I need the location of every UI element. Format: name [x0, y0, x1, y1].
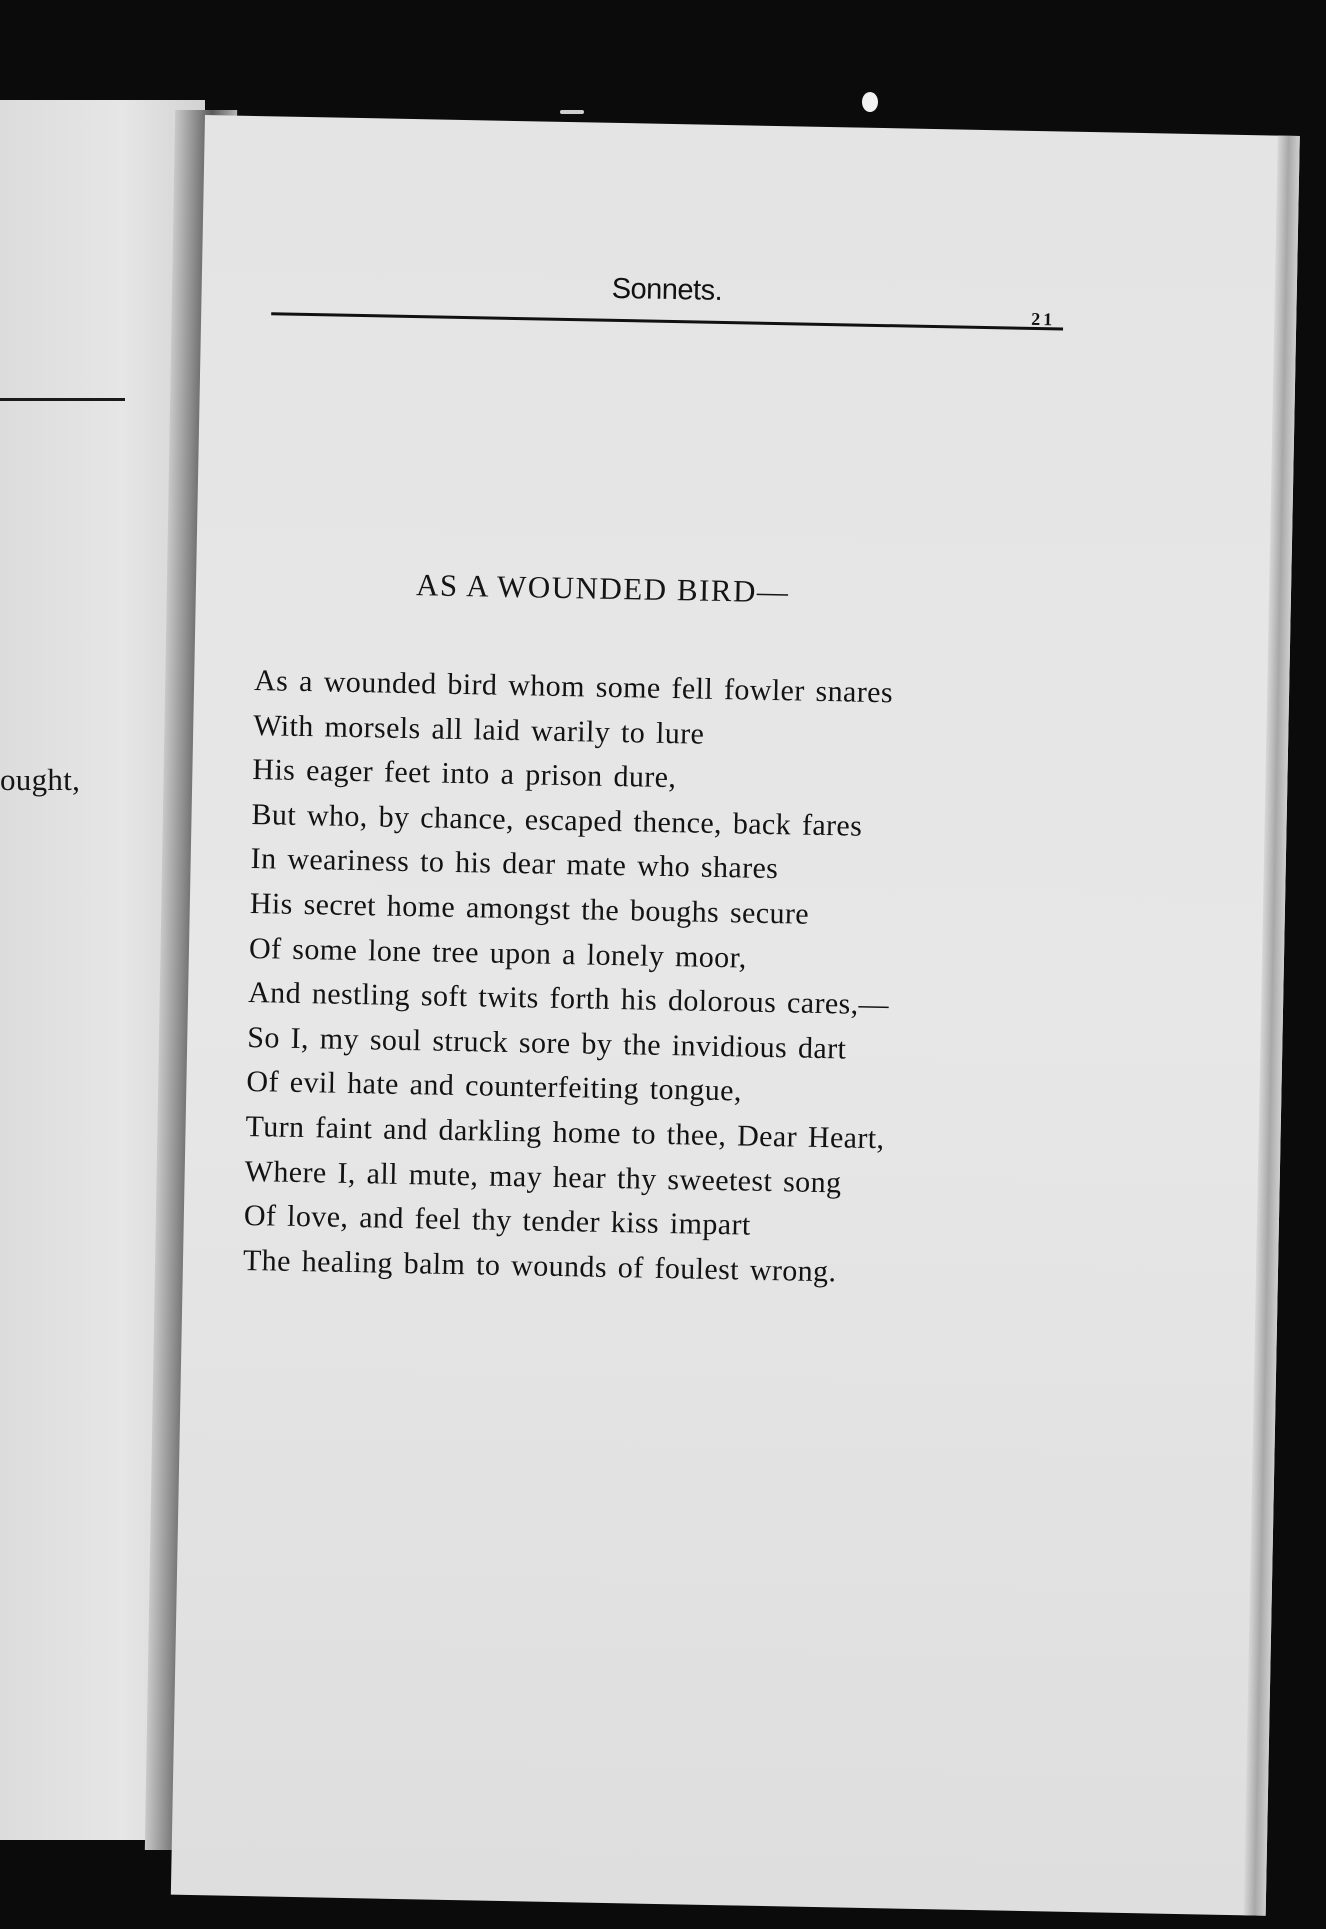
- poem-line: Turn faint and darkling home to thee, Dear Heart,: [245, 1109, 885, 1156]
- poem-line: As a wounded bird whom some fell fowler snares: [253, 664, 894, 710]
- poem-line: So I, my soul struck sore by the invidious dart: [246, 1020, 847, 1066]
- left-header-rule: [0, 398, 125, 401]
- poem-line: With morsels all laid warily to lure: [252, 708, 705, 751]
- left-page-text-fragment: ought,: [0, 762, 81, 797]
- running-head: Sonnets.: [611, 272, 723, 307]
- poem-line: His eager feet into a prison dure,: [252, 753, 677, 795]
- page-edge: [1244, 136, 1300, 1916]
- right-page: [171, 115, 1300, 1916]
- scan-speck: [862, 92, 878, 112]
- scan-speck: [560, 110, 584, 114]
- poem-line: His secret home amongst the boughs secure: [249, 886, 810, 931]
- page-number: 21: [1031, 308, 1056, 330]
- poem-title: AS A WOUNDED BIRD—: [415, 567, 790, 610]
- poem-line: Of love, and feel thy tender kiss impart: [243, 1199, 751, 1242]
- poem-body: [243, 659, 1055, 1299]
- header-rule: [271, 312, 1063, 330]
- poem-line: Of evil hate and counterfeiting tongue,: [246, 1065, 743, 1108]
- poem-line: Of some lone tree upon a lonely moor,: [248, 931, 748, 975]
- poem-line: Where I, all mute, may hear thy sweetest song: [244, 1154, 842, 1199]
- poem-line: In weariness to his dear mate who shares: [250, 842, 779, 886]
- poem-line: But who, by chance, escaped thence, back fares: [251, 797, 863, 843]
- poem-line: The healing balm to wounds of foulest wrong.: [242, 1243, 837, 1289]
- poem-line: And nestling soft twits forth his dolorous cares,—: [247, 976, 890, 1022]
